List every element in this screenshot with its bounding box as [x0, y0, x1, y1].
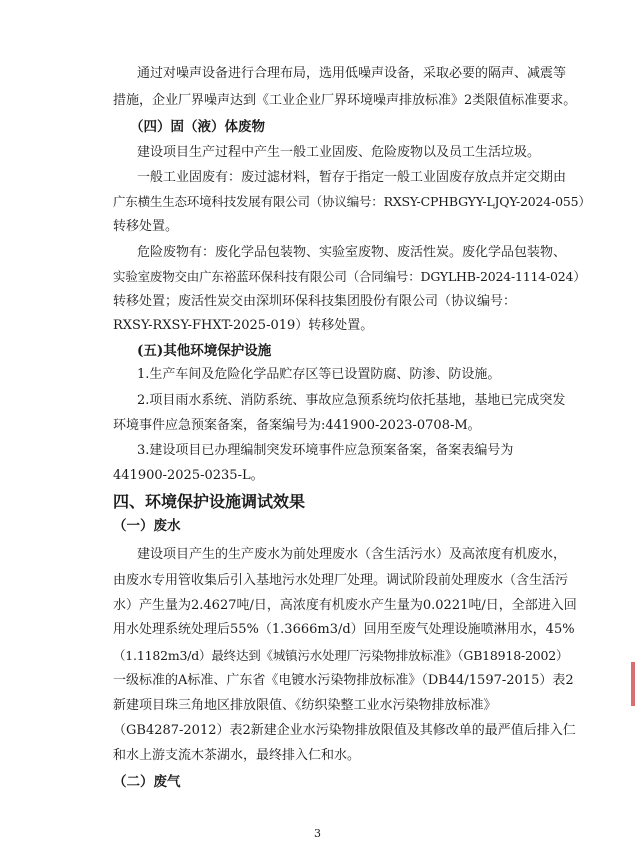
text-line: 新建项目珠三角地区排放限值、《纺织染整工业水污染物排放标准》: [113, 698, 497, 713]
text-line: 危险废物有：废化学品包装物、实验室废物、废活性炭。废化学品包装物、: [137, 245, 567, 260]
section-heading: （四）固（液）体废物: [130, 119, 265, 135]
text-line: 一级标准的A标准、广东省《电镀水污染物排放标准》（DB44/1597-2015）表2: [113, 673, 574, 688]
chapter-heading: 四、环境保护设施调试效果: [113, 492, 306, 511]
text-line: 建设项目产生的生产废水为前处理废水（含生活污水）及高浓度有机废水，: [137, 547, 567, 562]
section-heading: (五)其他环境保护设施: [137, 343, 272, 359]
section-heading: （二）废气: [113, 774, 181, 790]
text-line: （GB4287-2012）表2新建企业水污染物排放限值及其修改单的最严值后排入仁: [113, 723, 576, 738]
text-line: 2.项目雨水系统、消防系统、事故应急预系统均依托基地，基地已完成突发: [137, 393, 566, 408]
section-heading: （一）废水: [113, 518, 181, 534]
text-line: 广东横生生态环境科技发展有限公司（协议编号：RXSY-CPHBGYY-LJQY-2024-055）: [113, 194, 591, 209]
page-number: 3: [314, 827, 321, 840]
text-line: 措施，企业厂界噪声达到《工业企业厂界环境噪声排放标准》2类限值标准要求。: [113, 93, 577, 108]
seal-stamp-edge: [631, 662, 635, 706]
text-line: （1.1182m3/d）最终达到《城镇污水处理厂污染物排放标准》（GB18918-2002）: [113, 648, 569, 663]
text-line: 由废水专用管收集后引入基地污水处理厂处理。调试阶段前处理废水（含生活污: [113, 573, 569, 588]
text-line: 实验室废物交由广东裕蓝环保科技有限公司（合同编号：DGYLHB-2024-1114-024）: [113, 269, 586, 284]
text-line: 水）产生量为2.4627吨/日，高浓度有机废水产生量为0.0221吨/日，全部进入回: [113, 598, 577, 613]
text-line: 环境事件应急预案备案，备案编号为:441900-2023-0708-M。: [113, 418, 481, 433]
text-line: 转移处置。: [113, 219, 179, 234]
text-line: 和水上游支流木茶湖水，最终排入仁和水。: [113, 748, 361, 763]
text-line: 转移处置；废活性炭交由深圳环保科技集团股份有限公司（协议编号：: [113, 294, 517, 309]
text-line: 1.生产车间及危险化学品贮存区等已设置防腐、防渗、防设施。: [137, 367, 501, 382]
text-line: 3.建设项目已办理编制突发环境事件应急预案备案，备案表编号为: [137, 443, 514, 458]
text-line: 用水处理系统处理后55%（1.3666m3/d）回用至废气处理设施喷淋用水，45%: [113, 622, 575, 637]
text-line: 一般工业固废有：废过滤材料，暂存于指定一般工业固废存放点并定交期由: [137, 170, 567, 185]
text-line: RXSY-RXSY-FHXT-2025-019）转移处置。: [113, 318, 374, 333]
text-line: 建设项目生产过程中产生一般工业固废、危险废物以及员工生活垃圾。: [137, 145, 541, 160]
text-line: 通过对噪声设备进行合理布局，选用低噪声设备，采取必要的隔声、减震等: [137, 66, 567, 81]
text-line: 441900-2025-0235-L。: [113, 468, 264, 483]
